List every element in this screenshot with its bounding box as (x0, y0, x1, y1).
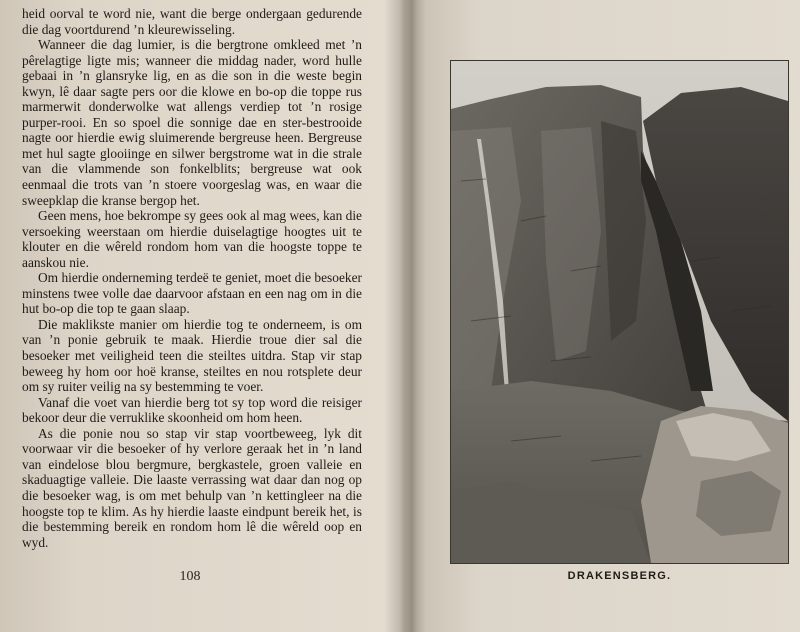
paragraph: heid oorval te word nie, want die berge ondergaan gedurende die dag voortdurend ’n kleurewisseling. (22, 6, 362, 37)
paragraph: Geen mens, hoe bekrompe sy gees ook al mag wees, kan die versoeking weerstaan om hierdie duiselagtige hoogtes uit te klouter en die wêreld rondom hom van die hoogste toppe te aanskou nie. (22, 208, 362, 270)
photo-caption: DRAKENSBERG. (567, 570, 672, 582)
paragraph: As die ponie nou so stap vir stap voortbeweeg, lyk dit voorwaar vir die besoeker of hy verlore geraak het in ’n land van eindelose blou bergmure, bergkastele, groen valleie en skaduagtige valleie. Die laaste verrassing wat daar dan nog op die besoeker wag, is om met behulp van ’n kettingleer na die hoogste top te klim. As hy hierdie laaste eindpunt bereik het, is die bestemming bereik en rondom hom lê die wêreld oop en wyd. (22, 425, 362, 550)
paragraph: Om hierdie onderneming terdeë te geniet, moet die besoeker minstens twee volle dae daarvoor afstaan en een nag om in die hut bo-op die top te gaan slaap. (22, 270, 362, 317)
paragraph: Vanaf die voet van hierdie berg tot sy top word die reisiger bekoor deur die verruklike skoonheid om hom heen. (22, 394, 362, 426)
page-number: 108 (179, 569, 201, 584)
paragraph: Die maklikste manier om hierdie tog te onderneem, is om van ’n ponie gebruik te maak. Hierdie troue dier sal die besoeker met veiligheid teen die steiltes uitdra. Stap vir stap beweeg hy hom oor hoë kranse, steiltes en nou rotsplete deur om sy ruiter veilig na sy bestemming te voer. (22, 316, 362, 395)
body-text (22, 6, 362, 550)
paragraph: Wanneer die dag lumier, is die bergtrone omkleed met ’n pêrelagtige ligte mis; wanneer die middag nader, word hulle gebaai in ’n glansryke lig, en as die son in die weste begin kwyn, lê daar sagte pers oor die klowe en bo-op die toppe rus marmerwit donderwolke wat allengs verdiep tot ’n rosige purper-rooi. En so spoel die sonnige dae en ster-bestrooide nagte oor hierdie ewig sluimerende bergreuse heen. Bergreuse met hul sagte glooiinge en silwer bergstrome wat in die strale van die vlammende son fonkelblits; bergreuse wat ook eenmaal die trots van ’n stoere voorgeslag was, en waar die sweepklap die kranse bergop het. (22, 37, 362, 208)
mountain-photograph (451, 61, 788, 563)
